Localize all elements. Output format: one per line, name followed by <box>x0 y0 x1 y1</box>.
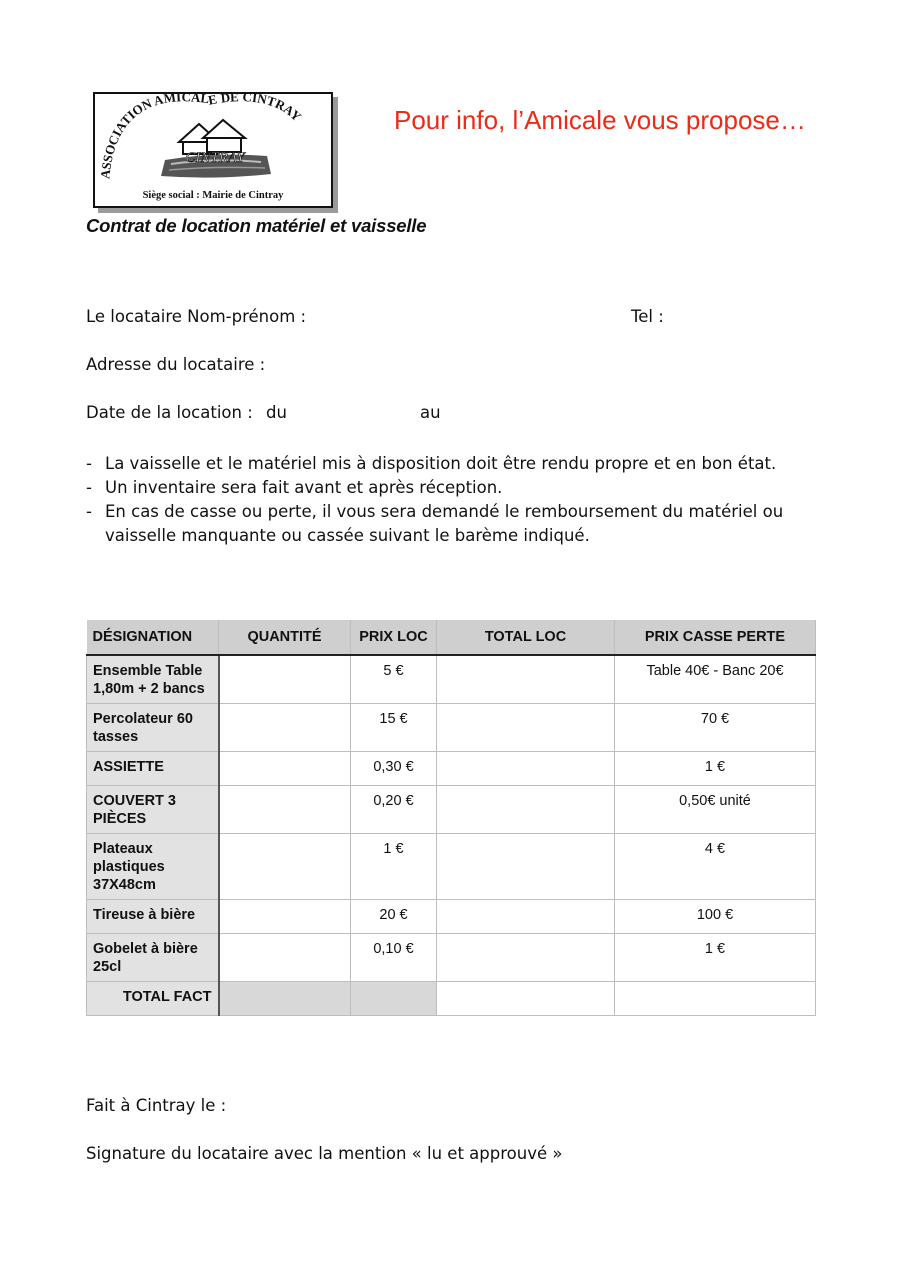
table-row <box>87 655 816 703</box>
table-row <box>87 751 816 785</box>
rental-price-table <box>86 620 816 1016</box>
rule-item: - En cas de casse ou perte, il vous sera demandé le remboursement du matériel ou vaisselle manquante ou cassée suivant le barème indiqué. <box>86 502 784 545</box>
table-header-row <box>87 620 816 655</box>
header-quantite: QUANTITÉ <box>219 620 351 655</box>
cell-prix-casse: 1 € <box>615 751 816 785</box>
cell-prix-casse: 70 € <box>615 703 816 751</box>
address-label: Adresse du locataire : <box>86 355 266 374</box>
cell-total-loc[interactable] <box>437 703 615 751</box>
signature-label: Signature du locataire avec la mention « lu et approuvé » <box>86 1144 563 1163</box>
date-label: Date de la location : <box>86 403 253 422</box>
total-loc-cell[interactable] <box>437 981 615 1015</box>
logo-graphic <box>95 94 331 206</box>
total-fact-label: TOTAL FACT <box>87 981 219 1015</box>
cell-designation: COUVERT 3 PIÈCES <box>87 785 219 833</box>
rule-item: - La vaisselle et le matériel mis à disposition doit être rendu propre et en bon état. <box>86 454 777 473</box>
table-row <box>87 833 816 899</box>
cell-prix-loc: 1 € <box>351 833 437 899</box>
cell-quantite[interactable] <box>219 899 351 933</box>
cell-designation: Gobelet à bière 25cl <box>87 933 219 981</box>
cell-prix-casse: 0,50€ unité <box>615 785 816 833</box>
total-casse-cell[interactable] <box>615 981 816 1015</box>
cell-prix-loc: 0,10 € <box>351 933 437 981</box>
headline: Pour info, l’Amicale vous propose… <box>394 105 806 135</box>
cell-quantite[interactable] <box>219 785 351 833</box>
cell-total-loc[interactable] <box>437 751 615 785</box>
cell-prix-casse: 4 € <box>615 833 816 899</box>
cell-quantite[interactable] <box>219 751 351 785</box>
tenant-name-label: Le locataire Nom-prénom : <box>86 307 307 326</box>
table-row <box>87 785 816 833</box>
cell-designation: Plateaux plastiques 37X48cm <box>87 833 219 899</box>
rule-item: - Un inventaire sera fait avant et après réception. <box>86 478 503 497</box>
date-from-label: du <box>266 403 287 422</box>
rules-list <box>86 452 806 548</box>
cell-prix-casse: Table 40€ - Banc 20€ <box>615 655 816 703</box>
cell-prix-loc: 20 € <box>351 899 437 933</box>
cell-prix-casse: 1 € <box>615 933 816 981</box>
cell-total-loc[interactable] <box>437 655 615 703</box>
cell-prix-casse: 100 € <box>615 899 816 933</box>
table-row <box>87 899 816 933</box>
header-prix-casse: PRIX CASSE PERTE <box>615 620 816 655</box>
association-logo <box>93 92 333 208</box>
cell-quantite[interactable] <box>219 703 351 751</box>
date-to-label: au <box>420 403 441 422</box>
tel-label: Tel : <box>631 307 664 326</box>
cell-prix-loc: 0,30 € <box>351 751 437 785</box>
cell-total-loc[interactable] <box>437 833 615 899</box>
cell-total-loc[interactable] <box>437 785 615 833</box>
cell-designation: ASSIETTE <box>87 751 219 785</box>
logo-village-picture <box>161 120 271 178</box>
cell-designation: Ensemble Table 1,80m + 2 bancs <box>87 655 219 703</box>
header-prix-loc: PRIX LOC <box>351 620 437 655</box>
logo-image-text: CINTRAY <box>185 150 245 166</box>
cell-quantite[interactable] <box>219 933 351 981</box>
document-title: Contrat de location matériel et vaisselle <box>86 215 427 236</box>
cell-quantite[interactable] <box>219 833 351 899</box>
cell-total-loc[interactable] <box>437 933 615 981</box>
cell-total-loc[interactable] <box>437 899 615 933</box>
total-quantite-cell <box>219 981 351 1015</box>
table-row <box>87 933 816 981</box>
place-date-label: Fait à Cintray le : <box>86 1096 227 1115</box>
table-total-row <box>87 981 816 1015</box>
cell-designation: Tireuse à bière <box>87 899 219 933</box>
cell-prix-loc: 0,20 € <box>351 785 437 833</box>
logo-arc-text: ASSOCIATION AMICALE DE CINTRAY <box>97 94 305 180</box>
cell-designation: Percolateur 60 tasses <box>87 703 219 751</box>
logo-subtitle: Siège social : Mairie de Cintray <box>142 190 284 201</box>
cell-prix-loc: 15 € <box>351 703 437 751</box>
header-designation: DÉSIGNATION <box>87 620 219 655</box>
table-row <box>87 703 816 751</box>
cell-quantite[interactable] <box>219 655 351 703</box>
header-total-loc: TOTAL LOC <box>437 620 615 655</box>
total-prix-loc-cell <box>351 981 437 1015</box>
cell-prix-loc: 5 € <box>351 655 437 703</box>
